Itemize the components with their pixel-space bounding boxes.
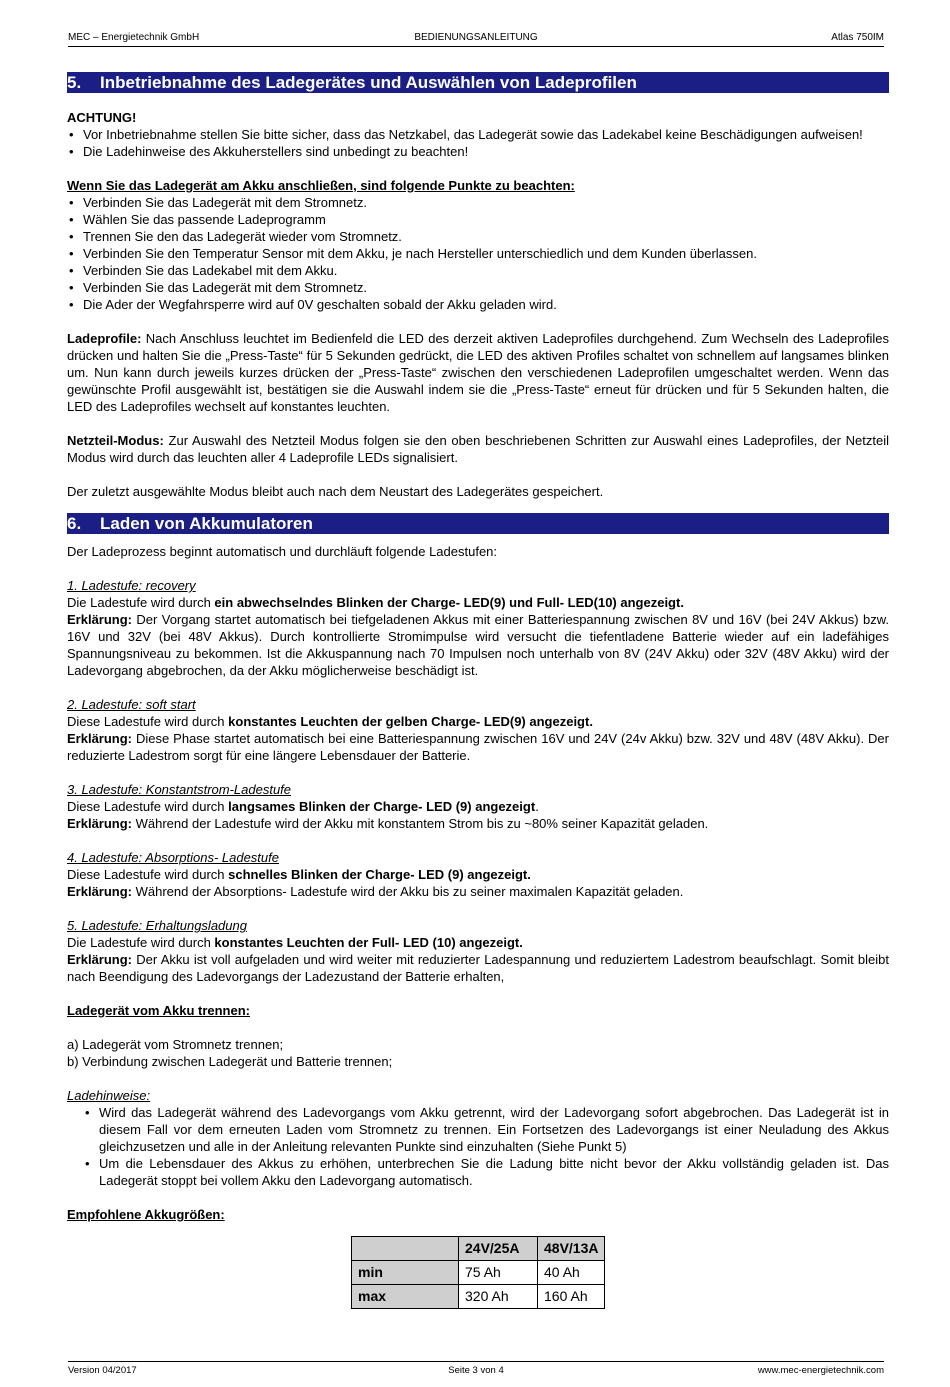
page-footer bbox=[68, 1361, 884, 1379]
stage-explanation-label: Erklärung: bbox=[67, 952, 133, 967]
ladeprofile-text: Nach Anschluss leuchtet im Bedienfeld die LED des derzeit aktiven Ladeprofiles durchgehend. Zum Wechseln des Ladeprofiles drücken und halten Sie die „Press-Taste“ für 5 Sekunden gedrückt, die LED des aktiven Profiles schaltet von schnellem auf langsames blinken um. Nun kann durch jeweils kurzes drücken der „Press-Taste“ zwischen den verschiedenen Ladeprofilen umgeschaltet werden. Wenn das gewünschte Profil ausgewählt ist, bestätigen sie die Auswahl indem sie die „Press-Taste“ erneut für drücken und für 5 Sekunden halten, die LED des Ladeprofiles wechselt auf konstantes leuchten. bbox=[67, 331, 889, 414]
stage-title: 4. Ladestufe: Absorptions- Ladestufe bbox=[67, 850, 279, 865]
connect-steps-list bbox=[67, 194, 889, 313]
list-item: • Die Ladehinweise des Akkuherstellers sind unbedingt zu beachten! bbox=[67, 143, 889, 160]
table-header-cell bbox=[352, 1237, 459, 1261]
stage-explanation bbox=[67, 815, 889, 832]
hints-title: Ladehinweise: bbox=[67, 1088, 151, 1103]
ladeprofile-label: Ladeprofile: bbox=[67, 331, 142, 346]
table-header-cell: 48V/13A bbox=[538, 1237, 605, 1261]
stage-title: 1. Ladestufe: recovery bbox=[67, 578, 196, 593]
header-model: Atlas 750IM bbox=[831, 32, 884, 43]
netzteil-text: Zur Auswahl des Netzteil Modus folgen sie den oben beschriebenen Schritten zur Auswahl eines Ladeprofiles, der Netzteil Modus wird durch das leuchten aller 4 Ladeprofile LEDs signalisiert. bbox=[67, 433, 889, 465]
stage-explanation-label: Erklärung: bbox=[67, 612, 133, 627]
stage-indicator-bold: konstantes Leuchten der gelben Charge- LED(9) angezeigt. bbox=[228, 714, 593, 729]
list-item: • Die Ader der Wegfahrsperre wird auf 0V geschalten sobald der Akku geladen wird. bbox=[67, 296, 889, 313]
stage-indicator-bold: langsames Blinken der Charge- LED (9) angezeigt bbox=[228, 799, 536, 814]
stage-indicator-bold: konstantes Leuchten der Full- LED (10) angezeigt. bbox=[214, 935, 523, 950]
disconnect-step: a) Ladegerät vom Stromnetz trennen; bbox=[67, 1037, 284, 1052]
table-row-label: min bbox=[352, 1261, 459, 1285]
table-cell: 160 Ah bbox=[538, 1285, 605, 1309]
stage-explanation-label: Erklärung: bbox=[67, 816, 133, 831]
page-content bbox=[67, 72, 889, 1309]
stage-title: 5. Ladestufe: Erhaltungsladung bbox=[67, 918, 247, 933]
table-header-row bbox=[352, 1237, 605, 1261]
stage-explanation-text: Diese Phase startet automatisch bei eine Batteriespannung zwischen 16V und 24V (24v Akku) bzw. 32V und 48V (48V Akku). Der reduzierte Ladestrom sorgt für eine längere Lebensdauer der Batterie. bbox=[67, 731, 889, 763]
hints-list bbox=[67, 1104, 889, 1189]
netzteil-paragraph bbox=[67, 432, 889, 466]
list-item: • Vor Inbetriebnahme stellen Sie bitte sicher, dass das Netzkabel, das Ladegerät sowie das Ladekabel keine Beschädigungen aufweisen! bbox=[67, 126, 889, 143]
stage-indicator-post: . bbox=[535, 799, 539, 814]
stage-indicator-pre: Die Ladestufe wird durch bbox=[67, 595, 215, 610]
stage-block bbox=[67, 917, 889, 985]
warning-title: ACHTUNG! bbox=[67, 110, 137, 125]
battery-sizes-title: Empfohlene Akkugrößen: bbox=[67, 1207, 225, 1222]
stage-title: 3. Ladestufe: Konstantstrom-Ladestufe bbox=[67, 782, 292, 797]
stage-indicator bbox=[67, 866, 889, 883]
ladeprofile-paragraph bbox=[67, 330, 889, 415]
connect-title: Wenn Sie das Ladegerät am Akku anschließen, sind folgende Punkte zu beachten: bbox=[67, 178, 575, 193]
stage-indicator-bold: ein abwechselndes Blinken der Charge- LED(9) und Full- LED(10) angezeigt. bbox=[214, 595, 684, 610]
stage-explanation bbox=[67, 611, 889, 679]
header-company: MEC – Energietechnik GmbH bbox=[68, 32, 200, 43]
stage-indicator-bold: schnelles Blinken der Charge- LED (9) angezeigt. bbox=[228, 867, 531, 882]
list-item: • Verbinden Sie das Ladekabel mit dem Akku. bbox=[67, 262, 889, 279]
battery-sizes-table bbox=[351, 1236, 605, 1309]
table-cell: 320 Ah bbox=[459, 1285, 538, 1309]
header-doc-type: BEDIENUNGSANLEITUNG bbox=[414, 32, 538, 43]
list-item: • Wird das Ladegerät während des Ladevorgangs vom Akku getrennt, wird der Ladevorgang sofort abgebrochen. Das Ladegerät ist in diesem Fall vor dem erneuten Laden vom Stromnetz zu trennen. Ein Fortsetzen des Ladevorgangs ist einer Neuladung des Akkus gleichzusetzen und alle in der Anleitung relevanten Punkte sind einzuhalten (Siehe Punkt 5) bbox=[67, 1104, 889, 1155]
saved-mode-paragraph: Der zuletzt ausgewählte Modus bleibt auch nach dem Neustart des Ladegerätes gespeichert. bbox=[67, 484, 604, 499]
footer-version: Version 04/2017 bbox=[68, 1365, 137, 1376]
table-row bbox=[352, 1285, 605, 1309]
list-item: • Trennen Sie den das Ladegerät wieder vom Stromnetz. bbox=[67, 228, 889, 245]
section-5-heading bbox=[67, 72, 889, 93]
stage-block bbox=[67, 696, 889, 764]
table-row-label: max bbox=[352, 1285, 459, 1309]
stage-indicator bbox=[67, 713, 889, 730]
list-item: • Um die Lebensdauer des Akkus zu erhöhen, unterbrechen Sie die Ladung bitte nicht bevor der Akku vollständig geladen ist. Das Ladegerät stoppt bei vollem Akku den Ladevorgang automatisch. bbox=[67, 1155, 889, 1189]
table-header-cell: 24V/25A bbox=[459, 1237, 538, 1261]
stage-title: 2. Ladestufe: soft start bbox=[67, 697, 196, 712]
stage-explanation-text: Während der Ladestufe wird der Akku mit konstantem Strom bis zu ~80% seiner Kapazität geladen. bbox=[132, 816, 709, 831]
list-item: • Verbinden Sie das Ladegerät mit dem Stromnetz. bbox=[67, 279, 889, 296]
stage-explanation bbox=[67, 883, 889, 900]
warning-list bbox=[67, 126, 889, 160]
disconnect-step: b) Verbindung zwischen Ladegerät und Batterie trennen; bbox=[67, 1054, 393, 1069]
section-6-title: Laden von Akkumulatoren bbox=[100, 514, 313, 533]
disconnect-title: Ladegerät vom Akku trennen: bbox=[67, 1003, 251, 1018]
footer-website: www.mec-energietechnik.com bbox=[757, 1365, 884, 1376]
stage-indicator-pre: Diese Ladestufe wird durch bbox=[67, 714, 229, 729]
section-6-intro: Der Ladeprozess beginnt automatisch und durchläuft folgende Ladestufen: bbox=[67, 544, 498, 559]
stage-explanation bbox=[67, 730, 889, 764]
section-5-title: Inbetriebnahme des Ladegerätes und Auswählen von Ladeprofilen bbox=[100, 73, 637, 92]
section-6-heading bbox=[67, 513, 889, 534]
stage-indicator bbox=[67, 594, 889, 611]
footer-page-number: Seite 3 von 4 bbox=[448, 1365, 504, 1376]
stage-explanation-text: Der Vorgang startet automatisch bei tiefgeladenen Akkus mit einer Batteriespannung zwischen 8V und 16V (bei 24V Akkus) bzw. 16V und 32V (bei 48V Akkus). Durch kontrollierte Stromimpulse wird versucht die tiefentladene Batterie wieder auf ein ladefähiges Spannungsniveau zu bekommen. Ist die Akkuspannung nach 70 Impulsen noch unterhalb von 8V (24V Akku) oder 32V (48V Akku) wird der Ladevorgang abgebrochen, da der Akku möglicherweise beschädigt ist. bbox=[67, 612, 889, 678]
stage-indicator bbox=[67, 798, 889, 815]
list-item: • Verbinden Sie den Temperatur Sensor mit dem Akku, je nach Hersteller unterschiedlich und dem Kunden überlassen. bbox=[67, 245, 889, 262]
stage-explanation bbox=[67, 951, 889, 985]
netzteil-label: Netzteil-Modus: bbox=[67, 433, 164, 448]
list-item: • Verbinden Sie das Ladegerät mit dem Stromnetz. bbox=[67, 194, 889, 211]
stage-block bbox=[67, 577, 889, 679]
stage-indicator bbox=[67, 934, 889, 951]
stage-indicator-pre: Diese Ladestufe wird durch bbox=[67, 867, 229, 882]
section-6-number: 6. bbox=[67, 514, 82, 533]
list-item: • Wählen Sie das passende Ladeprogramm bbox=[67, 211, 889, 228]
stage-block bbox=[67, 781, 889, 832]
stage-explanation-text: Während der Absorptions- Ladestufe wird der Akku bis zu seiner maximalen Kapazität geladen. bbox=[132, 884, 684, 899]
table-cell: 40 Ah bbox=[538, 1261, 605, 1285]
stage-block bbox=[67, 849, 889, 900]
page-header bbox=[68, 32, 884, 47]
stage-indicator-pre: Diese Ladestufe wird durch bbox=[67, 799, 229, 814]
stage-explanation-label: Erklärung: bbox=[67, 884, 133, 899]
stage-explanation-label: Erklärung: bbox=[67, 731, 133, 746]
section-5-number: 5. bbox=[67, 73, 82, 92]
table-cell: 75 Ah bbox=[459, 1261, 538, 1285]
stage-explanation-text: Der Akku ist voll aufgeladen und wird weiter mit reduzierter Ladespannung und reduziertem Ladestrom beaufschlagt. Somit bleibt nach Beendigung des Ladevorgangs der Ladezustand der Batterie erhalten, bbox=[67, 952, 889, 984]
table-row bbox=[352, 1261, 605, 1285]
stage-indicator-pre: Die Ladestufe wird durch bbox=[67, 935, 215, 950]
